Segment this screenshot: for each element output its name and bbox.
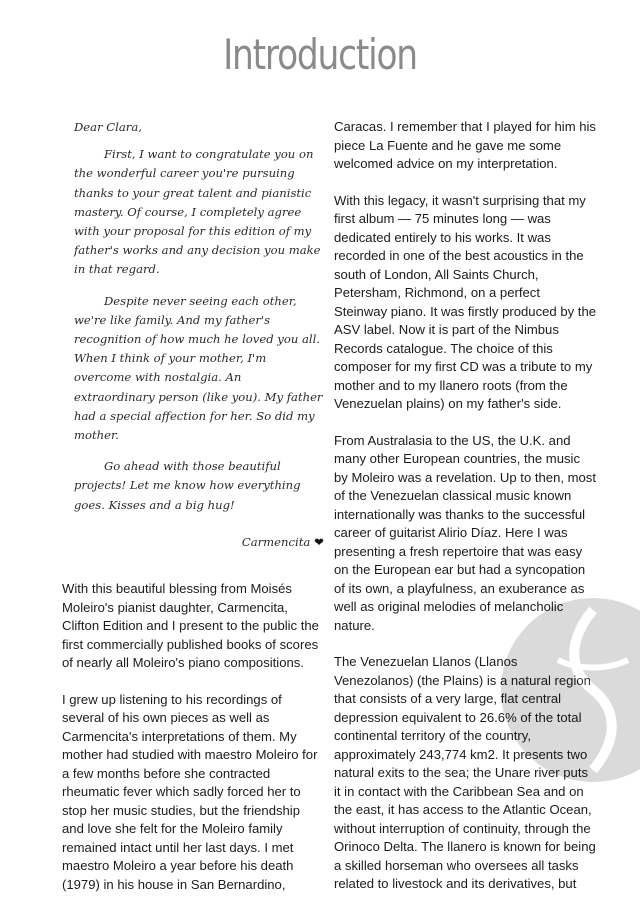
letter [62,118,324,552]
letter-signature [62,533,324,552]
letter-paragraph: First, I want to congratulate you on the wonderful career you're pursuing thanks to your great talent and pianistic mastery. Of course, I completely agree with your proposal for this edition of my father's works and any decision you make in that regard. [74,147,321,277]
letter-salutation: Dear Clara, [74,120,142,134]
body-paragraph: Caracas. I remember that I played for him his piece La Fuente and he gave me some welcomed advice on my interpretation. [334,119,596,171]
body-paragraph: I grew up listening to his recordings of several of his own pieces as well as Carmencita's interpretations of them. My mother had studied with maestro Moleiro for a few months before she contracted rheumatic fever which sadly forced her to stop her music studies, but the friendship and love she felt for the Moleiro family remained intact until her last days. I met maestro Moleiro a year before his death (1979) in his house in San Bernardino, [62,691,318,892]
right-column [334,118,596,912]
body-paragraph: With this legacy, it wasn't surprising that my first album — 75 minutes long — was dedicated entirely to his works. It was recorded in one of the best acoustics in the south of London, All Saints Church, Petersham, Richmond, on a perfect Steinway piano. It was firstly produced by the ASV label. Now it is part of the Nimbus Records catalogue. The choice of this composer for my first CD was a tribute to my mother and to my llanero roots (from the Venezuelan plains) on my father's side. [334,192,597,411]
body-paragraph: The Venezuelan Llanos (Llanos Venezolanos) (the Plains) is a natural region that consists of a very large, flat central depression equivalent to 26.6% of the total continental territory of the country, approximately 243,774 km2. It presents two natural exits to the sea; the Unare river puts it in contact with the Caribbean Sea and on the east, it has access to the Atlantic Ocean, without interruption of continuity, through the Orinoco Delta. The llanero is known for being a skilled horseman who oversees all tasks related to livestock and its derivatives, but [334,654,596,891]
letter-paragraph: Despite never seeing each other, we're like family. And my father's recognition of how much he loved you all. When I think of your mother, I'm overcome with nostalgia. An extraordinary person (like you). My father had a special affection for her. So did my mother. [74,293,323,443]
page-title: Introduction [223,30,417,79]
signature-name: Carmencita [241,534,311,549]
body-paragraph: From Australasia to the US, the U.K. and many other European countries, the music by Moleiro was a revelation. Up to then, most of the Venezuelan classical music known internationally was thanks to the successful career of guitarist Alirio Díaz. Here I was presenting a fresh repertoire that was easy on the European ear but had a syncopation of its own, a playfulness, an exuberance as well as original melodies of melancholic nature. [334,432,596,633]
left-column [62,118,324,912]
body-paragraph: With this beautiful blessing from Moisés Moleiro's pianist daughter, Carmencita, Clifton Edition and I present to the public the first commercially published books of scores of nearly all Moleiro's piano compositions. [62,581,319,671]
heart-icon: ❤ [314,534,324,549]
letter-paragraph: Go ahead with those beautiful projects! Let me know how everything goes. Kisses and a big hug! [74,459,301,512]
